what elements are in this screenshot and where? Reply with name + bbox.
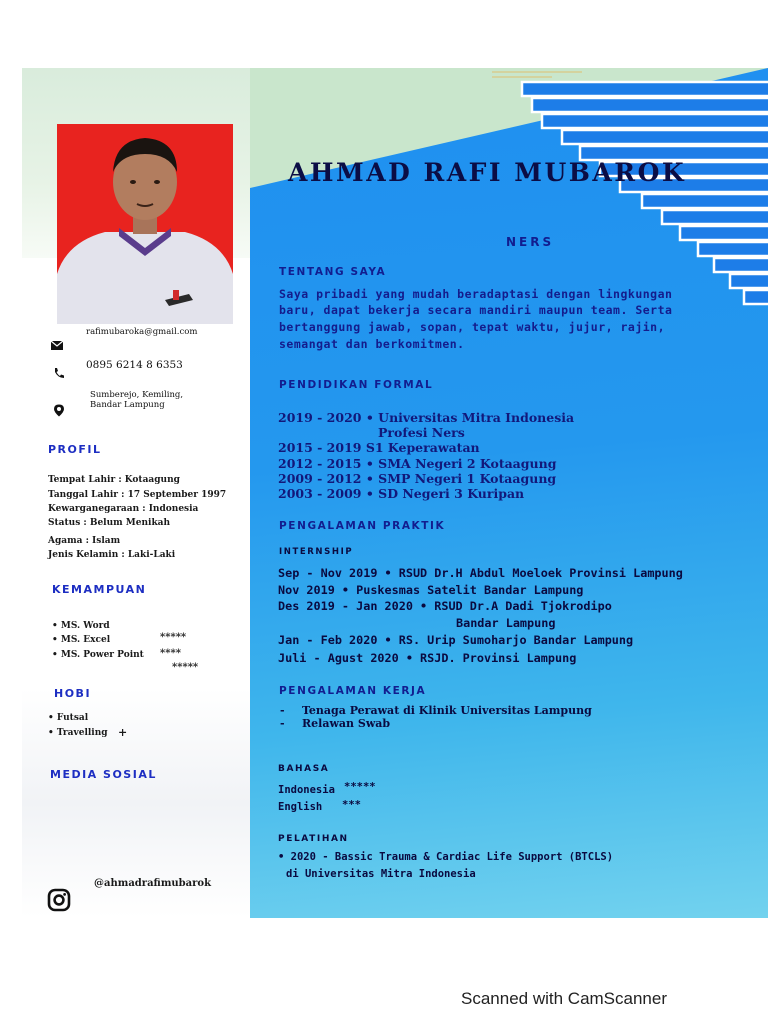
education-row: 2015 - 2019 S1 Keperawatan — [278, 440, 480, 455]
work-dash: - — [280, 717, 285, 730]
profil-row: Jenis Kelamin : Laki-Laki — [48, 550, 176, 560]
bahasa-heading: BAHASA — [278, 764, 330, 774]
scanner-watermark: Scanned with CamScanner — [461, 989, 668, 1008]
instagram-icon[interactable] — [47, 888, 71, 912]
location-icon — [53, 404, 65, 417]
full-name: AHMAD RAFI MUBAROK — [288, 158, 687, 187]
work-dash: - — [280, 704, 285, 717]
language-label: English — [278, 801, 323, 813]
kerja-heading: PENGALAMAN KERJA — [279, 685, 427, 697]
profile-photo — [57, 124, 233, 324]
hobby-plus: + — [118, 726, 128, 739]
resume-page — [22, 68, 768, 918]
language-label: Indonesia — [278, 784, 335, 796]
internship-row: Nov 2019 • Puskesmas Satelit Bandar Lampung — [278, 583, 584, 597]
work-item: Tenaga Perawat di Klinik Universitas Lampung — [302, 704, 592, 717]
skill-item: • MS. Excel — [52, 635, 111, 645]
internship-row: Bandar Lampung — [456, 616, 556, 630]
internship-row: Jan - Feb 2020 • RS. Urip Sumoharjo Bandar Lampung — [278, 633, 634, 647]
profession-title: NERS — [506, 235, 555, 249]
profil-row: Status : Belum Menikah — [48, 518, 171, 528]
hobby-item: • Travelling — [48, 728, 108, 738]
profil-row: Tempat Lahir : Kotaagung — [48, 475, 180, 485]
tentang-line: semangat dan berkomitmen. — [279, 337, 465, 351]
hobby-item: • Futsal — [48, 713, 89, 723]
profil-row: Kewarganegaraan : Indonesia — [48, 504, 199, 514]
tentang-line: Saya pribadi yang mudah beradaptasi dengan lingkungan — [279, 287, 673, 301]
skill-item: • MS. Word — [52, 621, 110, 631]
internship-subheading: INTERNSHIP — [279, 547, 354, 557]
phone-text: 0895 6214 8 6353 — [86, 359, 183, 371]
skill-stars: ***** — [160, 632, 187, 643]
profil-row: Tanggal Lahir : 17 September 1997 — [48, 490, 227, 500]
skill-stars: **** — [160, 648, 181, 659]
address-line1: Sumberejo, Kemiling, — [90, 390, 184, 400]
internship-row: Sep - Nov 2019 • RSUD Dr.H Abdul Moeloek Provinsi Lampung — [278, 566, 683, 580]
tentang-heading: TENTANG SAYA — [279, 266, 387, 278]
training-line: di Universitas Mitra Indonesia — [286, 868, 476, 880]
language-stars: *** — [342, 799, 361, 811]
email-text: rafimubaroka@gmail.com — [86, 327, 198, 337]
pendidikan-heading: PENDIDIKAN FORMAL — [279, 379, 434, 391]
instagram-handle[interactable]: @ahmadrafimubarok — [94, 878, 212, 889]
work-item: Relawan Swab — [302, 717, 391, 730]
training-line: • 2020 - Bassic Trauma & Cardiac Life Support (BTCLS) — [278, 851, 614, 863]
education-row: 2003 - 2009 • SD Negeri 3 Kuripan — [278, 486, 525, 501]
skill-stars: ***** — [172, 662, 199, 673]
education-row: 2012 - 2015 • SMA Negeri 2 Kotaagung — [278, 456, 557, 471]
pelatihan-heading: PELATIHAN — [278, 834, 349, 844]
profil-heading: PROFIL — [48, 443, 102, 456]
kemampuan-heading: KEMAMPUAN — [52, 583, 147, 596]
profil-row: Agama : Islam — [48, 536, 121, 546]
language-stars: ***** — [344, 781, 376, 793]
skill-item: • MS. Power Point — [52, 650, 144, 660]
hobi-heading: HOBI — [54, 687, 92, 700]
phone-icon — [53, 367, 64, 379]
media-sosial-heading: MEDIA SOSIAL — [50, 768, 157, 781]
tentang-line: bertanggung jawab, sopan, tepat waktu, jujur, rajin, — [279, 320, 666, 334]
education-row: 2009 - 2012 • SMP Negeri 1 Kotaagung — [278, 471, 557, 486]
education-row: 2019 - 2020 • Universitas Mitra Indonesia — [278, 410, 575, 425]
address-line2: Bandar Lampung — [90, 400, 165, 410]
praktik-heading: PENGALAMAN PRAKTIK — [279, 520, 446, 532]
internship-row: Des 2019 - Jan 2020 • RSUD Dr.A Dadi Tjokrodipo — [278, 599, 612, 613]
education-row: Profesi Ners — [378, 425, 465, 440]
envelope-icon — [50, 340, 64, 351]
internship-row: Juli - Agust 2020 • RSJD. Provinsi Lampung — [278, 651, 577, 665]
tentang-line: baru, dapat bekerja secara mandiri maupun team. Serta — [279, 303, 673, 317]
